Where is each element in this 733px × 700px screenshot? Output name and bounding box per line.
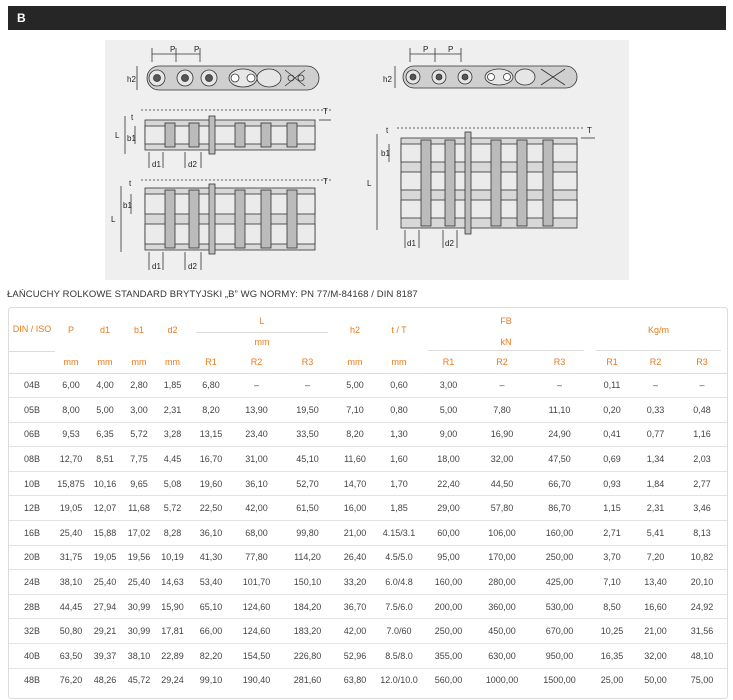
table-cell: 0,93 [590, 471, 634, 496]
table-cell: 17,81 [155, 619, 190, 644]
table-cell: 950,00 [529, 644, 590, 669]
table-cell: 3,00 [422, 373, 475, 398]
label-d1-2: d1 [152, 262, 161, 271]
table-cell: 7.0/60 [376, 619, 422, 644]
table-cell: 560,00 [434, 675, 463, 686]
table-cell: 2,80 [123, 373, 155, 398]
label-b1-2: b1 [123, 201, 132, 210]
table-cell: 3,28 [155, 422, 190, 447]
table-cell: – [232, 373, 281, 398]
table-cell: 21,00 [634, 619, 677, 644]
table-cell: 7,10 [590, 570, 634, 595]
table-cell: 8.5/8.0 [376, 644, 422, 669]
header-fb: FB [500, 315, 512, 326]
header-h2: h2 [349, 324, 360, 335]
header-din-iso: DIN / ISO [9, 308, 55, 351]
table-cell: 25,40 [55, 521, 87, 546]
table-cell: 41,30 [190, 545, 232, 570]
table-cell: 8,00 [55, 398, 87, 423]
table-cell: 12,07 [87, 496, 123, 521]
label-L-2: L [111, 215, 116, 224]
table-cell: 60,00 [422, 521, 475, 546]
table-cell: 1,15 [590, 496, 634, 521]
table-cell: 183,20 [281, 619, 334, 644]
table-cell: 19,05 [87, 545, 123, 570]
table-cell: 22,50 [190, 496, 232, 521]
header-kg-m: Kg/m [590, 308, 727, 351]
table-cell: 5,41 [634, 521, 677, 546]
section-header-bar [8, 6, 726, 30]
section-title: B [17, 11, 26, 25]
label-d2-3: d2 [445, 239, 454, 248]
table-cell: 2,31 [634, 496, 677, 521]
table-cell: 44,50 [475, 471, 529, 496]
table-row [9, 594, 727, 619]
table-cell: 5,00 [422, 398, 475, 423]
table-cell-chain-code: 48B [23, 675, 40, 686]
table-cell: 8,50 [590, 594, 634, 619]
table-cell: 21,00 [334, 521, 376, 546]
table-cell: 0,69 [590, 447, 634, 472]
header-t-t: t / T [391, 324, 407, 335]
table-cell: 20,10 [677, 570, 727, 595]
table-cell: 250,00 [529, 545, 590, 570]
sub-kg-r2: R2 [634, 351, 677, 373]
header-b1: b1 [133, 324, 144, 335]
table-cell: 47,50 [529, 447, 590, 472]
table-cell: 38,10 [55, 570, 87, 595]
table-cell: 99,80 [281, 521, 334, 546]
table-cell: 5,00 [334, 373, 376, 398]
table-cell: 33,50 [281, 422, 334, 447]
table-cell: 124,60 [232, 619, 281, 644]
label-p-1: P [170, 45, 176, 54]
table-cell: 16,90 [475, 422, 529, 447]
table-cell: 1,84 [634, 471, 677, 496]
table-cell: 6.0/4.8 [376, 570, 422, 595]
table-cell: 2,77 [677, 471, 727, 496]
table-cell: 3,00 [123, 398, 155, 423]
table-row [9, 447, 727, 472]
table-cell: 355,00 [422, 644, 475, 669]
table-cell: 6,35 [87, 422, 123, 447]
table-cell: 16,60 [634, 594, 677, 619]
label-d2-1: d2 [188, 160, 197, 169]
table-cell: 10,16 [87, 471, 123, 496]
table-cell: 170,00 [475, 545, 529, 570]
table-cell: 25,40 [87, 570, 123, 595]
table-cell: 45,10 [281, 447, 334, 472]
label-p-4: P [448, 45, 454, 54]
table-cell: 0,33 [634, 398, 677, 423]
table-cell: 4.15/3.1 [376, 521, 422, 546]
table-cell: 281,60 [293, 675, 322, 686]
table-cell-chain-code: 08B [9, 447, 55, 472]
sub-kg-r3: R3 [677, 351, 727, 373]
table-cell: 1,70 [376, 471, 422, 496]
table-cell: 31,75 [55, 545, 87, 570]
table-cell: 1,60 [376, 447, 422, 472]
table-cell-chain-code: 20B [9, 545, 55, 570]
table-cell: 25,40 [123, 570, 155, 595]
table-cell: 44,45 [55, 594, 87, 619]
table-cell: 75,00 [690, 675, 714, 686]
sub-l-r2: R2 [232, 351, 281, 373]
table-cell-chain-code: 16B [9, 521, 55, 546]
table-cell: 52,70 [281, 471, 334, 496]
table-cell: 0,48 [677, 398, 727, 423]
table-cell: 22,89 [155, 644, 190, 669]
table-cell: 200,00 [422, 594, 475, 619]
table-cell: 7.5/6.0 [376, 594, 422, 619]
table-cell: – [529, 373, 590, 398]
table-cell: 14,63 [155, 570, 190, 595]
table-row [9, 644, 727, 669]
table-cell: 63,80 [343, 675, 367, 686]
table-cell: 29,00 [422, 496, 475, 521]
table-cell: 63,50 [55, 644, 87, 669]
table-cell: 7,10 [334, 398, 376, 423]
table-cell: 670,00 [529, 619, 590, 644]
table-cell: 19,60 [190, 471, 232, 496]
table-cell: 15,875 [55, 471, 87, 496]
table-cell: 7,20 [634, 545, 677, 570]
table-cell: 154,50 [232, 644, 281, 669]
table-cell: 13,90 [232, 398, 281, 423]
table-cell: 27,94 [87, 594, 123, 619]
table-cell: 42,00 [334, 619, 376, 644]
chain-spec-table [9, 308, 727, 692]
table-cell: 61,50 [281, 496, 334, 521]
unit-l-mm: mm [254, 337, 270, 347]
table-cell: – [677, 373, 727, 398]
table-cell: 15,88 [87, 521, 123, 546]
side-view-right [395, 48, 577, 88]
table-cell: 29,21 [87, 619, 123, 644]
table-row [9, 668, 727, 692]
label-t-3: t [386, 126, 389, 135]
table-cell-chain-code: 10B [9, 471, 55, 496]
label-p-3: P [423, 45, 429, 54]
table-cell: 6,00 [55, 373, 87, 398]
table-cell: 106,00 [475, 521, 529, 546]
table-cell: 13,40 [634, 570, 677, 595]
table-cell: 53,40 [190, 570, 232, 595]
table-caption: ŁAŃCUCHY ROLKOWE STANDARD BRYTYJSKI „B” WG NORMY: PN 77/M-84168 / DIN 8187 [7, 289, 418, 300]
label-t-1: t [131, 113, 134, 122]
label-d2-2: d2 [188, 262, 197, 271]
table-cell-chain-code: 24B [9, 570, 55, 595]
table-cell: 150,10 [281, 570, 334, 595]
table-cell: 114,20 [281, 545, 334, 570]
top-view-triple [377, 128, 595, 248]
table-cell-chain-code: 28B [9, 594, 55, 619]
table-cell: 10,19 [155, 545, 190, 570]
table-cell: 101,70 [232, 570, 281, 595]
table-cell: 39,37 [87, 644, 123, 669]
header-l: L [190, 308, 334, 333]
table-cell-chain-code: 12B [9, 496, 55, 521]
table-cell: 19,05 [55, 496, 87, 521]
sub-fb-r1: R1 [422, 351, 475, 373]
table-cell: 9,00 [422, 422, 475, 447]
table-cell: 24,90 [529, 422, 590, 447]
table-cell: 1500,00 [543, 675, 576, 686]
table-cell: 57,80 [475, 496, 529, 521]
table-cell: 16,70 [190, 447, 232, 472]
table-cell: 6,80 [190, 373, 232, 398]
table-cell: 11,10 [529, 398, 590, 423]
table-row [9, 619, 727, 644]
table-cell: 450,00 [475, 619, 529, 644]
table-row [9, 570, 727, 595]
table-cell: 0,60 [376, 373, 422, 398]
table-cell: 0,80 [376, 398, 422, 423]
label-d1-1: d1 [152, 160, 161, 169]
table-cell: 66,70 [529, 471, 590, 496]
table-cell: 190,40 [242, 675, 271, 686]
chain-technical-drawing [105, 40, 629, 280]
side-view-single [137, 48, 319, 90]
unit-d2-mm: mm [155, 351, 190, 373]
table-cell: 8,28 [155, 521, 190, 546]
table-cell: 226,80 [281, 644, 334, 669]
label-p-2: P [194, 45, 200, 54]
table-cell: 65,10 [190, 594, 232, 619]
table-cell: 33,20 [334, 570, 376, 595]
table-cell: 8,20 [190, 398, 232, 423]
sub-l-r3: R3 [281, 351, 334, 373]
table-cell: 26,40 [334, 545, 376, 570]
table-cell: 2,03 [677, 447, 727, 472]
table-cell: 8,13 [677, 521, 727, 546]
table-row [9, 422, 727, 447]
table-cell: 31,00 [232, 447, 281, 472]
table-cell-chain-code: 32B [9, 619, 55, 644]
table-cell: 29,24 [161, 675, 184, 686]
table-cell: 5,00 [87, 398, 123, 423]
table-cell: 0,11 [590, 373, 634, 398]
table-cell: 124,60 [232, 594, 281, 619]
table-row [9, 496, 727, 521]
table-cell: 5,08 [155, 471, 190, 496]
table-cell-chain-code: 05B [9, 398, 55, 423]
table-row [9, 545, 727, 570]
table-cell: 48,10 [677, 644, 727, 669]
label-h2: h2 [127, 75, 136, 84]
table-cell: 5,72 [123, 422, 155, 447]
table-cell: 68,00 [232, 521, 281, 546]
table-cell: 42,00 [232, 496, 281, 521]
label-T-2: T [323, 177, 328, 186]
header-d2: d2 [167, 324, 178, 335]
table-cell: 16,00 [334, 496, 376, 521]
table-cell: 11,68 [123, 496, 155, 521]
table-body [9, 373, 727, 692]
table-cell: 530,00 [529, 594, 590, 619]
label-b1-1: b1 [127, 134, 136, 143]
table-cell: 8,20 [334, 422, 376, 447]
table-cell: 4,00 [87, 373, 123, 398]
table-cell: 30,99 [123, 594, 155, 619]
table-cell: 14,70 [334, 471, 376, 496]
table-cell: 12,70 [55, 447, 87, 472]
table-cell: 160,00 [422, 570, 475, 595]
table-cell: 18,00 [422, 447, 475, 472]
table-cell: 50,80 [55, 619, 87, 644]
table-cell: 38,10 [123, 644, 155, 669]
table-cell: 45,72 [127, 675, 151, 686]
table-cell: 4.5/5.0 [376, 545, 422, 570]
table-cell: 36,10 [190, 521, 232, 546]
label-h2-right: h2 [383, 75, 392, 84]
table-cell: 13,15 [190, 422, 232, 447]
table-cell: 0,20 [590, 398, 634, 423]
unit-d1-mm: mm [87, 351, 123, 373]
table-cell: 8,51 [87, 447, 123, 472]
header-d1: d1 [99, 324, 110, 335]
table-cell: 82,20 [190, 644, 232, 669]
table-cell: 9,65 [123, 471, 155, 496]
table-cell: 0,77 [634, 422, 677, 447]
table-cell-chain-code: 40B [9, 644, 55, 669]
label-L-1: L [115, 131, 120, 140]
table-cell: 7,80 [475, 398, 529, 423]
table-cell: 2,31 [155, 398, 190, 423]
table-cell: 280,00 [475, 570, 529, 595]
table-cell: 36,10 [232, 471, 281, 496]
table-cell: 5,72 [155, 496, 190, 521]
table-cell: 1,34 [634, 447, 677, 472]
table-cell: 30,99 [123, 619, 155, 644]
table-cell: 25,00 [600, 675, 624, 686]
table-cell: 250,00 [422, 619, 475, 644]
unit-h2-mm: mm [334, 351, 376, 373]
table-cell: 0,41 [590, 422, 634, 447]
table-cell: 2,71 [590, 521, 634, 546]
table-cell: 66,00 [190, 619, 232, 644]
table-cell: 1,85 [376, 496, 422, 521]
table-cell: 15,90 [155, 594, 190, 619]
table-cell: 50,00 [644, 675, 667, 686]
table-cell: 32,00 [634, 644, 677, 669]
table-cell: 95,00 [422, 545, 475, 570]
table-cell: 3,70 [590, 545, 634, 570]
table-cell: 425,00 [529, 570, 590, 595]
table-cell: 22,40 [422, 471, 475, 496]
table-cell: 99,10 [199, 675, 223, 686]
unit-p-mm: mm [55, 351, 87, 373]
table-cell: 12.0/10.0 [380, 675, 418, 686]
sub-l-r1: R1 [190, 351, 232, 373]
table-cell: 23,40 [232, 422, 281, 447]
table-cell: 48,26 [93, 675, 117, 686]
table-cell: 630,00 [475, 644, 529, 669]
table-cell: 19,50 [281, 398, 334, 423]
table-cell-chain-code: 06B [9, 422, 55, 447]
table-cell: 9,53 [55, 422, 87, 447]
sub-fb-r3: R3 [529, 351, 590, 373]
table-cell: 160,00 [529, 521, 590, 546]
table-row [9, 521, 727, 546]
table-cell: 1,16 [677, 422, 727, 447]
table-row [9, 471, 727, 496]
header-p: P [67, 324, 74, 335]
label-d1-3: d1 [407, 239, 416, 248]
table-cell: 17,02 [123, 521, 155, 546]
table-cell: 11,60 [334, 447, 376, 472]
table-cell-chain-code: 04B [9, 373, 55, 398]
table-cell: 1000,00 [485, 675, 519, 686]
table-cell: 1,30 [376, 422, 422, 447]
label-T-3: T [587, 126, 592, 135]
label-T-1: T [323, 107, 328, 116]
table-cell: 76,20 [59, 675, 83, 686]
table-cell: 32,00 [475, 447, 529, 472]
table-cell: 36,70 [334, 594, 376, 619]
table-cell: 360,00 [475, 594, 529, 619]
table-cell: 86,70 [529, 496, 590, 521]
table-cell: 10,25 [590, 619, 634, 644]
table-cell: 16,35 [590, 644, 634, 669]
table-cell: 1,85 [155, 373, 190, 398]
sub-fb-r2: R2 [475, 351, 529, 373]
table-cell: 52,96 [334, 644, 376, 669]
top-view-double [121, 180, 331, 270]
table-cell: – [475, 373, 529, 398]
table-cell: – [281, 373, 334, 398]
unit-t-mm: mm [376, 351, 422, 373]
table-cell: 10,82 [677, 545, 727, 570]
unit-fb-kn: kN [422, 333, 590, 351]
table-cell: 4,45 [155, 447, 190, 472]
table-row [9, 373, 727, 398]
table-cell: 7,75 [123, 447, 155, 472]
unit-b1-mm: mm [123, 351, 155, 373]
table-row [9, 398, 727, 423]
sub-kg-r1: R1 [590, 351, 634, 373]
table-cell: 77,80 [232, 545, 281, 570]
table-cell: – [634, 373, 677, 398]
table-cell: 3,46 [677, 496, 727, 521]
subheader-empty [9, 351, 55, 373]
table-cell: 184,20 [281, 594, 334, 619]
table-cell: 19,56 [123, 545, 155, 570]
table-cell: 24,92 [677, 594, 727, 619]
label-t-2: t [129, 179, 132, 188]
label-L-3: L [367, 179, 372, 188]
table-cell: 31,56 [677, 619, 727, 644]
label-b1-3: b1 [381, 149, 390, 158]
chain-spec-table-container [8, 307, 728, 699]
